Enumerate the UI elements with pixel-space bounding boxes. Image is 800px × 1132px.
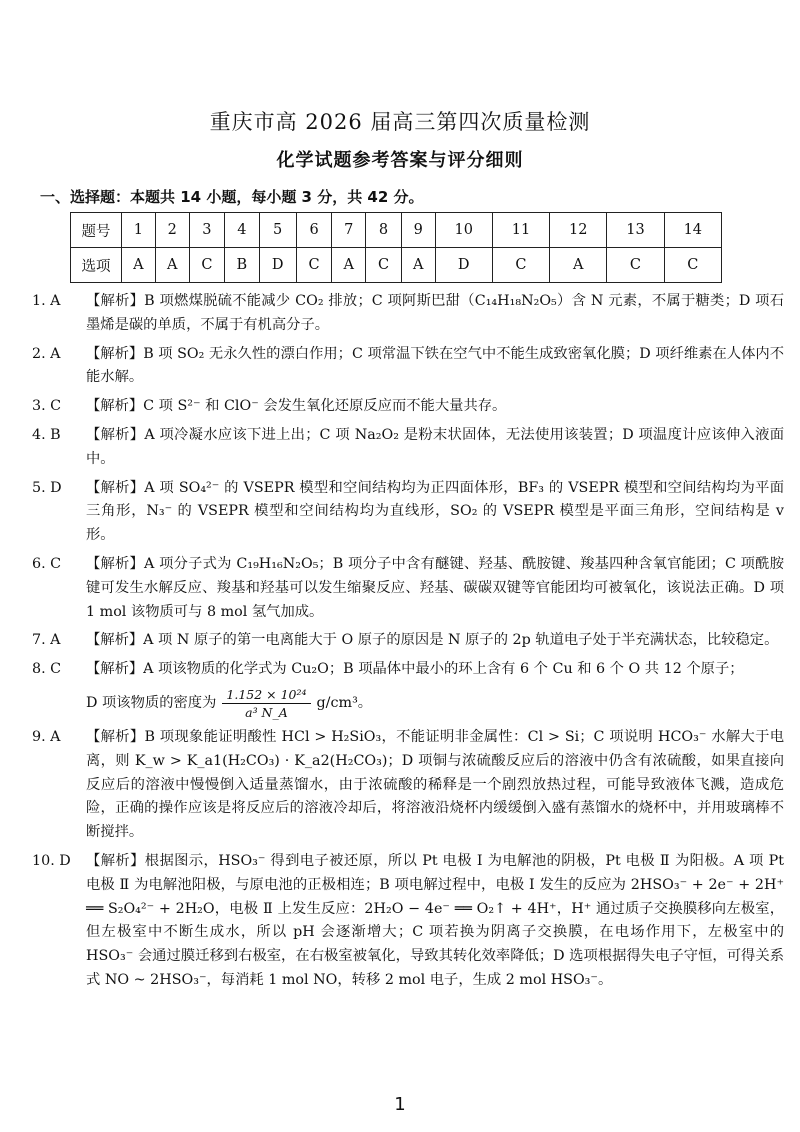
item-explanation — [86, 290, 784, 338]
item-explanation — [86, 658, 784, 721]
page-title: 重庆市高 2026 届高三第四次质量检测 — [209, 110, 591, 134]
page-number: 1 — [394, 1094, 406, 1115]
item-explanation — [86, 850, 784, 993]
answer-table-row-numbers — [71, 213, 722, 248]
question-number-cell: 13 — [607, 213, 664, 248]
item-explanation — [86, 726, 784, 845]
item-answer-number: 4. B — [32, 426, 61, 443]
explanation-text: 【解析】A 项 SO₄²⁻ 的 VSEPR 模型和空间结构均为正四面体形，BF₃ 的 VSEPR 模型和空间结构均为平面三角形，N₃⁻ 的 VSEPR 模型和空间结构均为直线形，SO₂ 的 VSEPR 模型是平面三角形，空间结构是 v 形。 — [86, 479, 784, 544]
formula-suffix: g/cm³。 — [316, 694, 373, 711]
answer-cell: B — [225, 248, 259, 283]
explanation-text: 【解析】根据图示，HSO₃⁻ 得到电子被还原，所以 Pt 电极 Ⅰ 为电解池的阴极，Pt 电极 Ⅱ 为阳极。A 项 Pt 电极 Ⅱ 为电解池阳极，与原电池的正极相连；B 项电解过程中，电极 Ⅰ 发生的反应为 2HSO₃⁻ + 2e⁻ + 2H⁺ ══ S₂O₄²⁻ + 2H₂O，电极 Ⅱ 上发生反应：2H₂O − 4e⁻ ══ O₂↑ + 4H⁺，H⁺ 通过质子交换膜移向左极室，但左极室中不断生成水，所以 pH 会逐渐增大；C 项若换为阴离子交换膜，在电场作用下，左极室中的 HSO₃⁻ 会通过膜迁移到右极室，在右极室被氧化，导致其转化效率降低；D 选项根据得失电子守恒，可得关系式 NO ~ 2HSO₃⁻，每消耗 1 mol NO，转移 2 mol 电子，生成 2 mol HSO₃⁻。 — [86, 852, 784, 988]
answer-cell: D — [435, 248, 492, 283]
item-answer-number: 2. A — [32, 345, 61, 362]
explanation-text: 【解析】B 项燃煤脱硫不能减少 CO₂ 排放；C 项阿斯巴甜（C₁₄H₁₈N₂O₅）含 N 元素，不属于糖类；D 项石墨烯是碳的单质，不属于有机高分子。 — [86, 293, 784, 333]
question-number-cell: 5 — [259, 213, 296, 248]
item-explanation — [86, 424, 784, 472]
question-number-cell: 12 — [550, 213, 607, 248]
explanation-list — [32, 290, 784, 998]
item-answer-number: 9. A — [32, 728, 61, 745]
answer-cell: C — [492, 248, 549, 283]
explanation-text: 【解析】A 项冷凝水应该下进上出；C 项 Na₂O₂ 是粉末状固体，无法使用该装置；D 项温度计应该伸入液面中。 — [86, 426, 784, 467]
question-number-cell: 6 — [296, 213, 332, 248]
question-number-cell: 3 — [189, 213, 225, 248]
explanation-text: 【解析】C 项 S²⁻ 和 ClO⁻ 会发生氧化还原反应而不能大量共存。 — [86, 398, 507, 415]
item-answer-number: 5. D — [32, 479, 62, 496]
question-number-cell: 9 — [401, 213, 435, 248]
answer-table-row-answers — [71, 248, 722, 283]
answer-table — [70, 212, 722, 283]
answer-cell: C — [607, 248, 664, 283]
row-label-question-number: 题号 — [71, 213, 122, 248]
answer-cell: C — [664, 248, 721, 283]
density-formula-line — [86, 686, 784, 721]
answer-cell: C — [189, 248, 225, 283]
explanation-item — [32, 395, 784, 419]
item-answer-number: 6. C — [32, 555, 62, 572]
explanation-item — [32, 343, 784, 391]
explanation-item — [32, 424, 784, 472]
explanation-item — [32, 290, 784, 338]
item-answer-number: 8. C — [32, 661, 62, 678]
explanation-item — [32, 850, 784, 993]
item-explanation — [86, 629, 784, 653]
answer-cell: A — [332, 248, 366, 283]
explanation-item — [32, 477, 784, 548]
explanation-item — [32, 553, 784, 624]
answer-cell: A — [550, 248, 607, 283]
explanation-text: 【解析】A 项 N 原子的第一电离能大于 O 原子的原因是 N 原子的 2p 轨道电子处于半充满状态，比较稳定。 — [86, 632, 779, 649]
answer-cell: D — [259, 248, 296, 283]
explanation-item — [32, 629, 784, 653]
question-number-cell: 8 — [366, 213, 402, 248]
answer-cell: A — [155, 248, 189, 283]
formula-prefix: D 项该物质的密度为 — [86, 694, 217, 711]
fraction-numerator: 1.152 × 10²⁴ — [222, 686, 310, 704]
item-answer-number: 1. A — [32, 293, 61, 309]
question-number-cell: 10 — [435, 213, 492, 248]
question-number-cell: 14 — [664, 213, 721, 248]
question-number-cell: 7 — [332, 213, 366, 248]
row-label-option: 选项 — [71, 248, 122, 283]
answer-cell: C — [366, 248, 402, 283]
item-answer-number: 3. C — [32, 398, 62, 415]
page-subtitle: 化学试题参考答案与评分细则 — [276, 150, 524, 171]
item-explanation — [86, 343, 784, 391]
item-explanation — [86, 395, 784, 419]
answer-cell: A — [122, 248, 156, 283]
fraction-denominator: a³ N_A — [245, 704, 288, 720]
question-number-cell: 11 — [492, 213, 549, 248]
explanation-text: 【解析】B 项 SO₂ 无永久性的漂白作用；C 项常温下铁在空气中不能生成致密氧化膜；D 项纤维素在人体内不能水解。 — [86, 345, 784, 386]
question-number-cell: 1 — [122, 213, 156, 248]
explanation-text: 【解析】B 项现象能证明酸性 HCl > H₂SiO₃，不能证明非金属性：Cl > Si；C 项说明 HCO₃⁻ 水解大于电离，则 K_w > K_a1(H₂CO₃) · K_a2(H₂CO₃)；D 项铜与浓硫酸反应后的溶液中仍含有浓硫酸，如果直接向反应后的溶液中慢慢倒入适量蒸馏水，由于浓硫酸的稀释是一个剧烈放热过程，可能导致液体飞溅，造成危险，正确的操作应该是将反应后的溶液冷却后，将溶液沿烧杯内缓缓倒入盛有蒸馏水的烧杯中，并用玻璃棒不断搅拌。 — [86, 728, 784, 841]
item-explanation — [86, 553, 784, 624]
item-answer-number: 10. D — [32, 852, 71, 869]
explanation-item — [32, 658, 784, 721]
explanation-item — [32, 726, 784, 845]
section-heading: 一、选择题：本题共 14 小题，每小题 3 分，共 42 分。 — [40, 188, 424, 206]
question-number-cell: 4 — [225, 213, 259, 248]
question-number-cell: 2 — [155, 213, 189, 248]
explanation-text: 【解析】A 项分子式为 C₁₉H₁₆N₂O₅；B 项分子中含有醚键、羟基、酰胺键、羧基四种含氧官能团；C 项酰胺键可发生水解反应、羧基和羟基可以发生缩聚反应、羟基、碳碳双键等官能团均可被氧化，该说法正确。D 项 1 mol 该物质可与 8 mol 氢气加成。 — [86, 555, 784, 620]
answer-cell: C — [296, 248, 332, 283]
explanation-text: 【解析】A 项该物质的化学式为 Cu₂O；B 项晶体中最小的环上含有 6 个 Cu 和 6 个 O 共 12 个原子； — [86, 661, 744, 678]
item-explanation — [86, 477, 784, 548]
item-answer-number: 7. A — [32, 632, 61, 649]
answer-cell: A — [401, 248, 435, 283]
density-fraction — [222, 686, 310, 721]
